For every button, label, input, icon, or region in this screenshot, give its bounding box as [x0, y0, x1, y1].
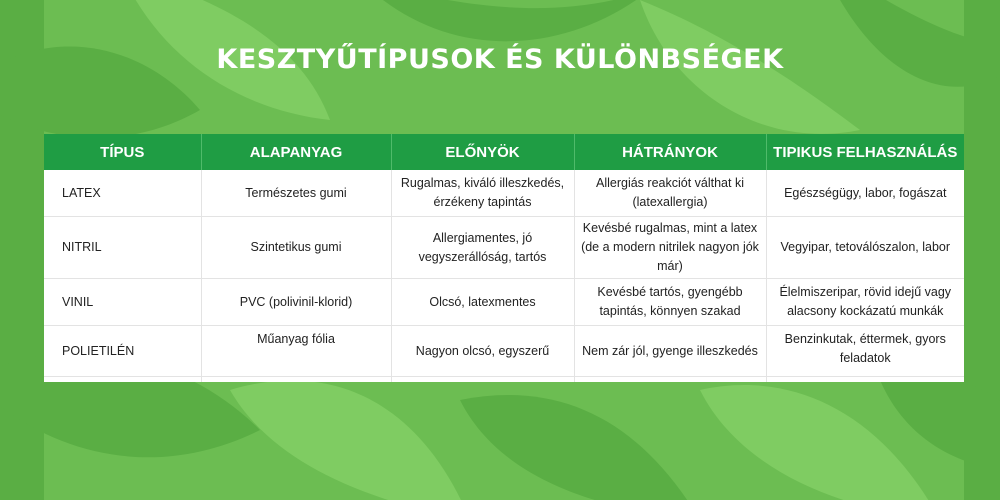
cell-material: Szintetikus gumi	[201, 217, 391, 279]
header-advantages: ELŐNYÖK	[391, 134, 574, 170]
header-material: ALAPANYAG	[201, 134, 391, 170]
page-title: KESZTYŰTÍPUSOK ÉS KÜLÖNBSÉGEK	[216, 44, 784, 75]
cell-advantages: Olcsó, latexmentes	[391, 279, 574, 326]
cell-disadvantages: Nem zár jól, gyenge illeszkedés	[574, 326, 766, 377]
cell-usage: Élelmiszeripar, rövid idejű vagy alacsony kockázatú munkák	[766, 279, 964, 326]
cell-material: Műanyag fólia	[201, 326, 391, 377]
cell-type: POLIETILÉN	[44, 326, 201, 377]
header-type: TÍPUS	[44, 134, 201, 170]
cell-usage: Benzinkutak, éttermek, gyors feladatok	[766, 326, 964, 377]
cell-type: VINIL	[44, 279, 201, 326]
cell-material: Természetes gumi	[201, 170, 391, 217]
cell-disadvantages: Kevésbé rugalmas, mint a latex (de a modern nitrilek nagyon jók már)	[574, 217, 766, 279]
table-header-row	[44, 134, 964, 170]
table-row	[44, 326, 964, 377]
cell-disadvantages: Kevésbé tartós, gyengébb tapintás, könnyen szakad	[574, 279, 766, 326]
header-disadvantages: HÁTRÁNYOK	[574, 134, 766, 170]
cell-type: NITRIL	[44, 217, 201, 279]
cell-disadvantages: Allergiás reakciót válthat ki (latexallergia)	[574, 170, 766, 217]
cell-usage: Egészségügy, labor, fogászat	[766, 170, 964, 217]
cell-material: PVC (polivinil-klorid)	[201, 279, 391, 326]
table-row-spacer	[44, 377, 964, 383]
table-row	[44, 217, 964, 279]
glove-types-table	[44, 134, 964, 382]
table-row	[44, 170, 964, 217]
cell-advantages: Nagyon olcsó, egyszerű	[391, 326, 574, 377]
header-usage: TIPIKUS FELHASZNÁLÁS	[766, 134, 964, 170]
cell-usage: Vegyipar, tetoválószalon, labor	[766, 217, 964, 279]
cell-advantages: Rugalmas, kiváló illeszkedés, érzékeny tapintás	[391, 170, 574, 217]
table-row	[44, 279, 964, 326]
cell-advantages: Allergiamentes, jó vegyszerállóság, tartós	[391, 217, 574, 279]
cell-type: LATEX	[44, 170, 201, 217]
